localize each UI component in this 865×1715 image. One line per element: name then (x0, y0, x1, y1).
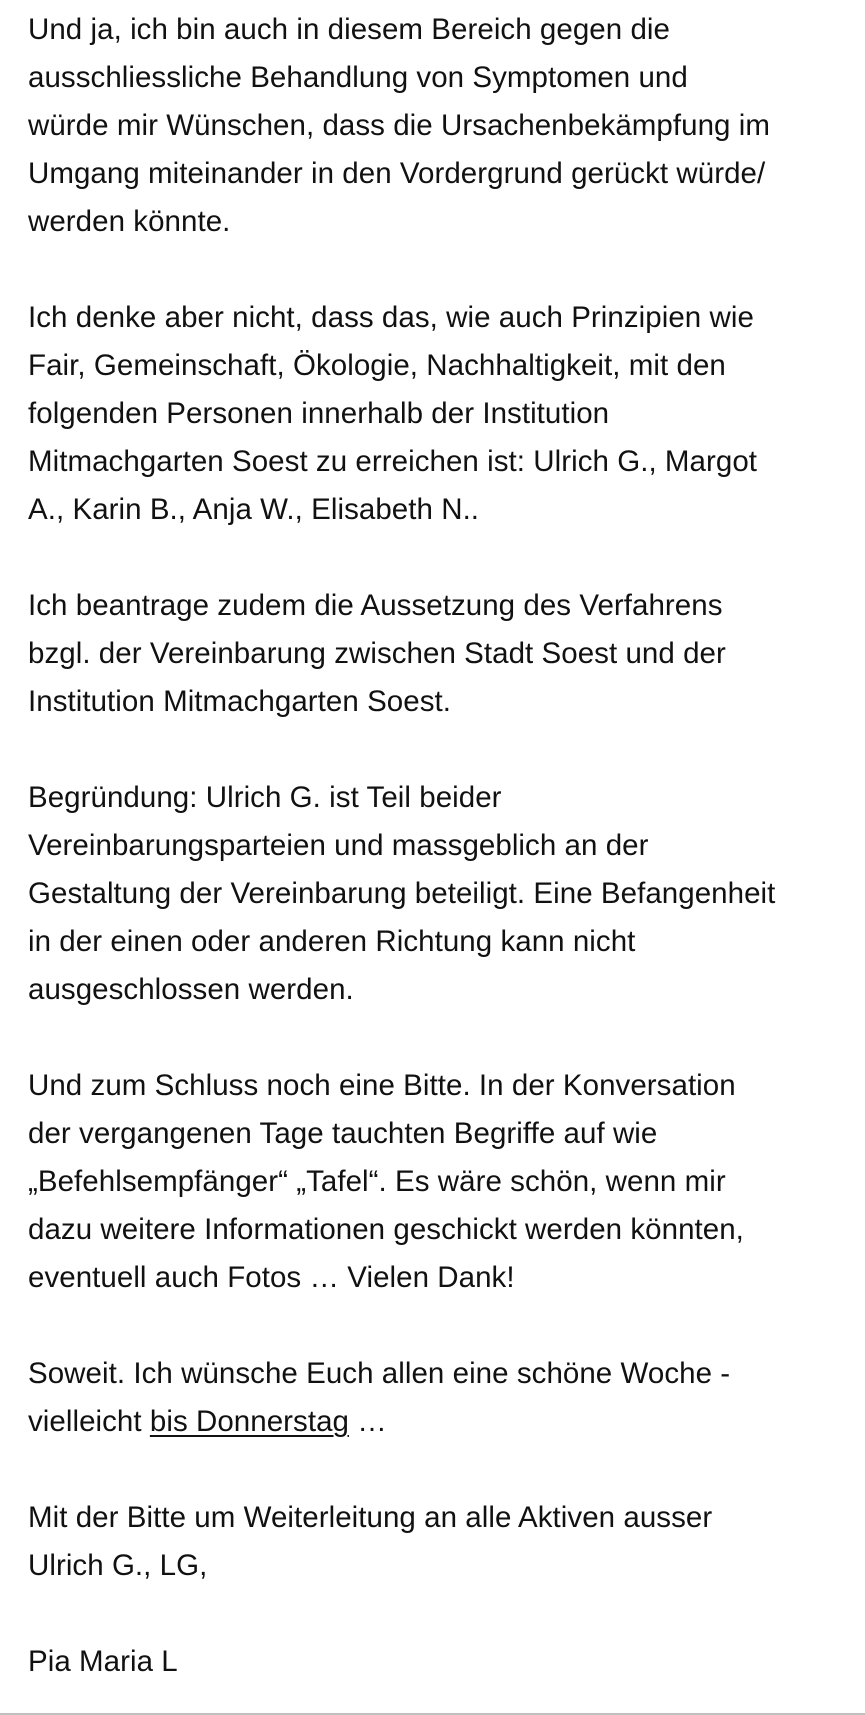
paragraph-final-request: Und zum Schluss noch eine Bitte. In der Konversation der vergangenen Tage tauchten Begriffe auf wie „Befehlsempfänger“ „Tafel“. Es wäre schön, wenn mir dazu weitere Informationen geschickt werden könnten, eventuell auch Fotos … Vielen Dank! (28, 1069, 744, 1294)
paragraph-symptoms: Und ja, ich bin auch in diesem Bereich gegen die ausschliessliche Behandlung von Symptomen und würde mir Wünschen, dass die Ursachenbekämpfung im Umgang miteinander in den Vordergrund gerückt würde/ werden könnte. (28, 13, 770, 238)
closing-line-2-suffix: … (349, 1405, 387, 1438)
paragraph-request-suspension: Ich beantrage zudem die Aussetzung des Verfahrens bzgl. der Vereinbarung zwischen Stadt Soest und der Institution Mitmachgarten Soest. (28, 589, 726, 718)
closing-line-2-prefix: vielleicht (28, 1405, 150, 1438)
paragraph-forward-request: Mit der Bitte um Weiterleitung an alle Aktiven ausser Ulrich G., LG, (28, 1501, 713, 1582)
signature: Pia Maria L (28, 1645, 178, 1678)
paragraph-closing (28, 1350, 858, 1446)
closing-line-1: Soweit. Ich wünsche Euch allen eine schöne Woche - (28, 1357, 731, 1390)
paragraph-justification: Begründung: Ulrich G. ist Teil beider Vereinbarungsparteien und massgeblich an der Gestaltung der Vereinbarung beteiligt. Eine Befangenheit in der einen oder anderen Richtung kann nicht ausgeschlossen werden. (28, 781, 776, 1006)
paragraph-principles: Ich denke aber nicht, dass das, wie auch Prinzipien wie Fair, Gemeinschaft, Ökologie, Nachhaltigkeit, mit den folgenden Personen innerhalb der Institution Mitmachgarten Soest zu erreichen ist: Ulrich G., Margot A., Karin B., Anja W., Elisabeth N.. (28, 301, 758, 526)
date-link-bis-donnerstag[interactable]: bis Donnerstag (149, 1405, 350, 1438)
email-message-body (28, 6, 858, 1686)
